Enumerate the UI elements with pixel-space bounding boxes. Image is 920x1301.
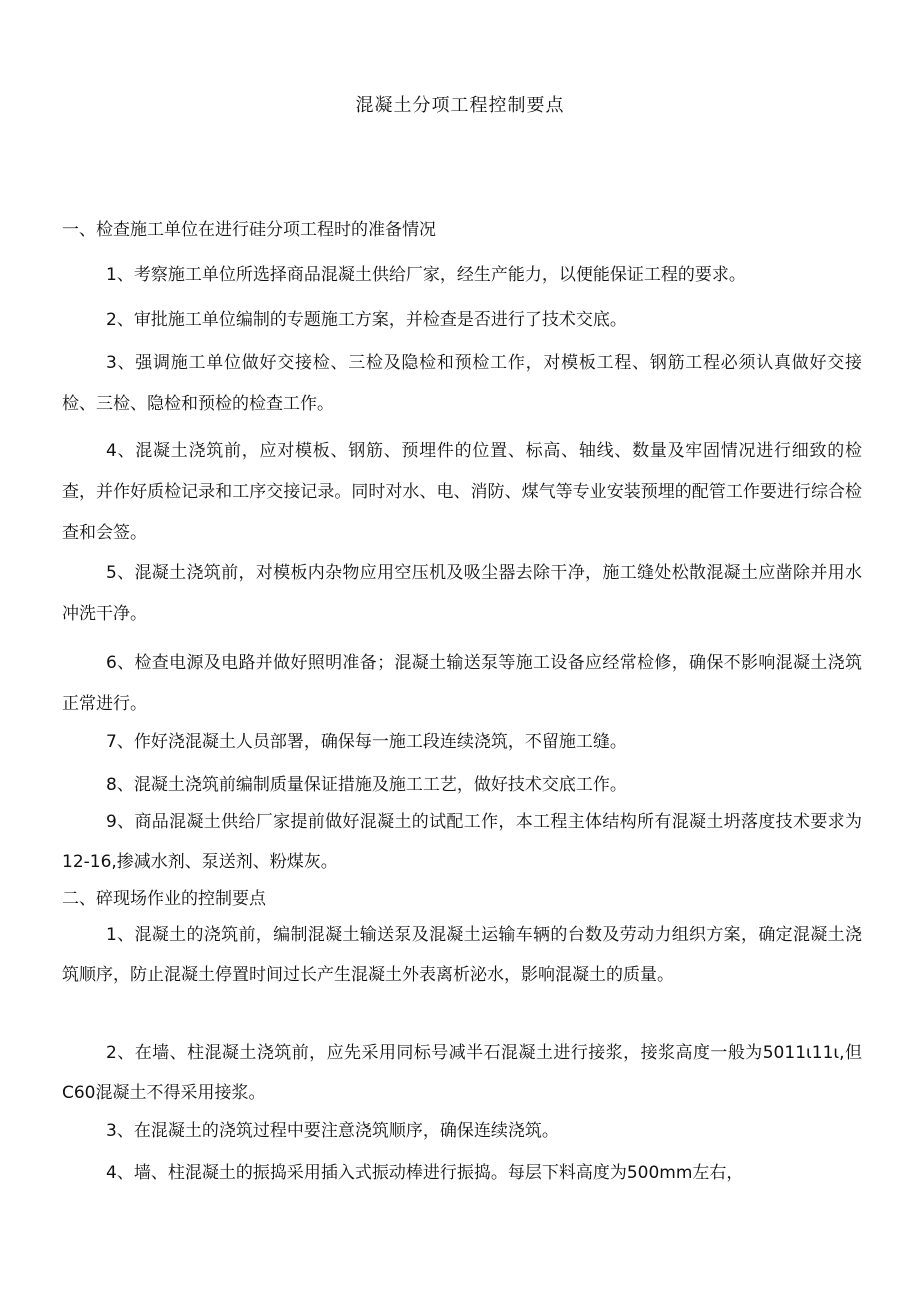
list-item: 2、在墙、柱混凝土浇筑前，应先采用同标号减半石混凝土进行接浆，接浆高度一般为5011ι11ι,但C60混凝土不得采用接浆。 xyxy=(62,1043,862,1103)
list-item: 7、作好浇混凝土人员部署，确保每一施工段连续浇筑，不留施工缝。 xyxy=(106,732,627,752)
list-item: 6、检查电源及电路并做好照明准备；混凝土输送泵等施工设备应经常检修，确保不影响混凝土浇筑正常进行。 xyxy=(62,653,862,714)
list-item: 4、墙、柱混凝土的振捣采用插入式振动棒进行振捣。每层下料高度为500mm左右， xyxy=(106,1163,744,1183)
list-item: 9、商品混凝土供给厂家提前做好混凝土的试配工作，本工程主体结构所有混凝土坍落度技术要求为12-16,掺减水剂、泵送剂、粉煤灰。 xyxy=(62,812,862,872)
section-heading-1: 一、检查施工单位在进行硅分项工程时的准备情况 xyxy=(62,220,436,240)
list-item: 3、在混凝土的浇筑过程中要注意浇筑顺序，确保连续浇筑。 xyxy=(106,1121,559,1141)
list-item: 4、混凝土浇筑前，应对模板、钢筋、预埋件的位置、标高、轴线、数量及牢固情况进行细致的检查，并作好质检记录和工序交接记录。同时对水、电、消防、煤气等专业安装预埋的配管工作要进行综合检查和会签。 xyxy=(62,441,862,543)
list-item: 8、混凝土浇筑前编制质量保证措施及施工工艺，做好技术交底工作。 xyxy=(106,775,627,795)
list-item: 3、强调施工单位做好交接检、三检及隐检和预检工作，对模板工程、钢筋工程必须认真做好交接检、三检、隐检和预检的检查工作。 xyxy=(62,353,862,414)
list-item: 2、审批施工单位编制的专题施工方案，并检查是否进行了技术交底。 xyxy=(106,310,627,330)
list-item: 1、考察施工单位所选择商品混凝土供给厂家，经生产能力，以便能保证工程的要求。 xyxy=(106,265,746,285)
section-heading-2: 二、碎现场作业的控制要点 xyxy=(62,889,266,909)
list-item: 1、混凝土的浇筑前，编制混凝土输送泵及混凝土运输车辆的台数及劳动力组织方案，确定混凝土浇筑顺序，防止混凝土停置时间过长产生混凝土外表离析泌水，影响混凝土的质量。 xyxy=(62,925,862,985)
page-title: 混凝土分项工程控制要点 xyxy=(355,95,565,116)
list-item: 5、混凝土浇筑前，对模板内杂物应用空压机及吸尘器去除干净，施工缝处松散混凝土应凿除并用水冲洗干净。 xyxy=(62,563,862,624)
